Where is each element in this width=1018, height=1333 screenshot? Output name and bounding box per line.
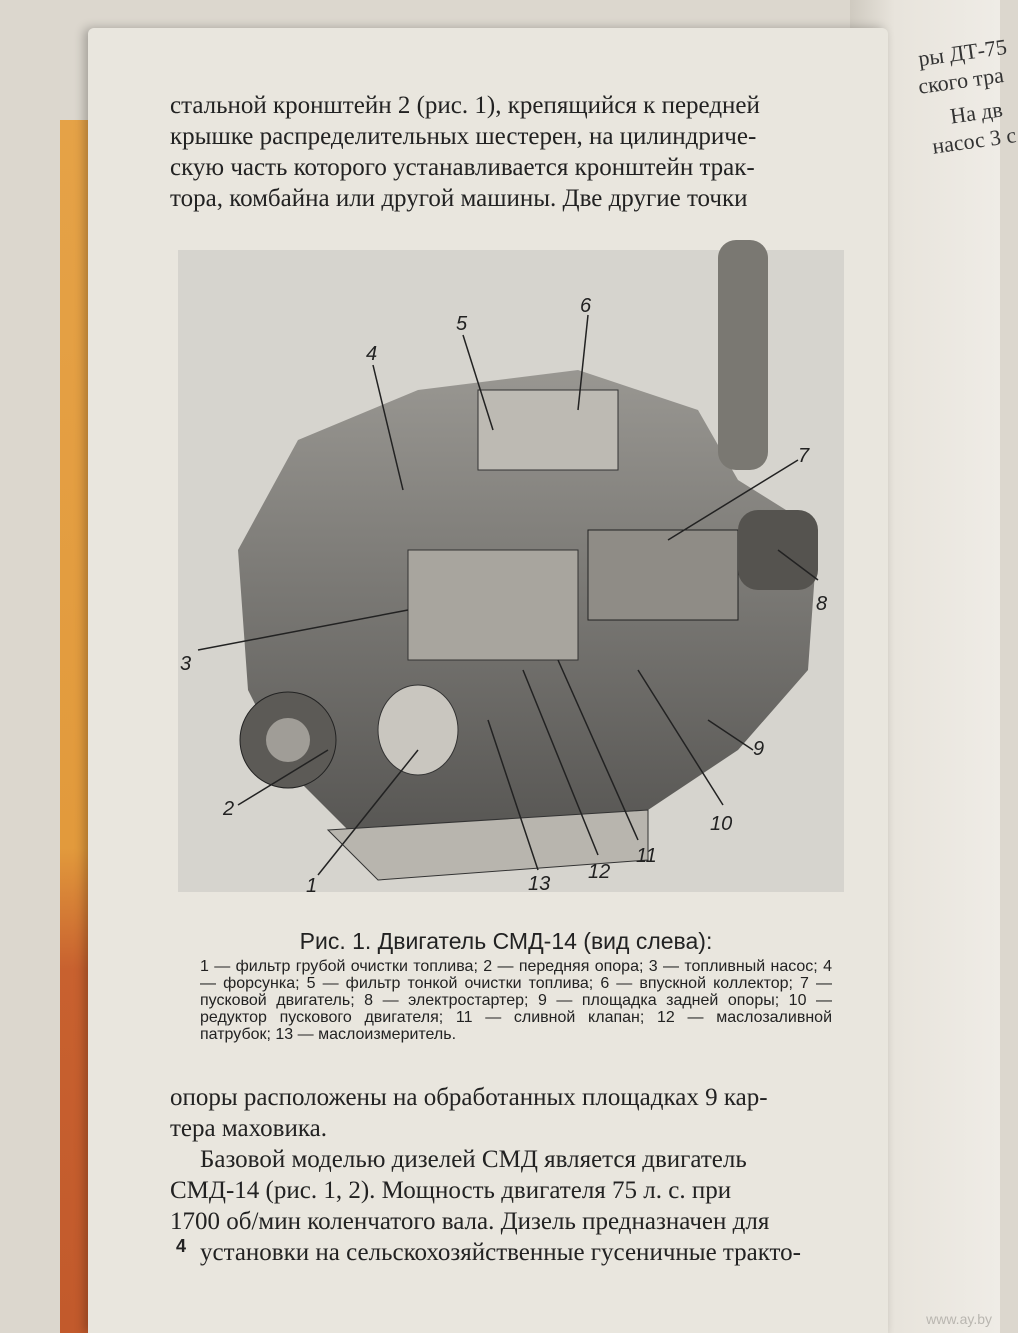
starter-engine-shape: [588, 530, 738, 620]
right-page-text-2: ского тра: [916, 62, 1006, 99]
figure-label-10: 10: [710, 813, 733, 835]
engine-figure: [178, 250, 844, 897]
text-line: Базовой моделью дизелей СМД является двигатель: [200, 1146, 747, 1173]
text-line: стальной кронштейн 2 (рис. 1), крепящийся к передней: [170, 92, 760, 119]
figure-label-1: 1: [306, 875, 318, 897]
figure-caption-title: Рис. 1. Двигатель СМД-14 (вид слева):: [299, 928, 713, 954]
page-number: 4: [176, 1236, 187, 1256]
right-page-text-3: На дв: [948, 96, 1005, 129]
text-line: скую часть которого устанавливается кронштейн трак-: [170, 154, 755, 181]
text-line: крышке распределительных шестерен, на цилиндриче-: [170, 123, 757, 150]
figure-caption-legend: 1 — фильтр грубой очистки топлива; 2 — передняя опора; 3 — топливный насос; 4 — форсунка; 5 — фильтр тонкой очистки топлива; 6 — впускной коллектор; 7 — пусковой двигатель; 8 — электростартер; 9 — площадка задней опоры; 10 — редуктор пускового двигателя; 11 — сливной клапан; 12 — маслозаливной патрубок; 13 — маслоизмеритель.: [200, 958, 832, 1043]
text-line: 1700 об/мин коленчатого вала. Дизель предназначен для: [170, 1208, 770, 1235]
fuel-filter-housing: [478, 390, 618, 470]
figure-label-8: 8: [816, 593, 828, 615]
figure-label-9: 9: [753, 738, 765, 760]
text-line: СМД-14 (рис. 1, 2). Мощность двигателя 75 л. с. при: [170, 1177, 732, 1204]
top-paragraph: [170, 90, 842, 214]
text-line: тера маховика.: [170, 1115, 327, 1142]
text-line: тора, комбайна или другой машины. Две другие точки: [170, 185, 748, 212]
pulley-hub-shape: [266, 718, 310, 762]
text-line: установки на сельскохозяйственные гусеничные тракто-: [200, 1239, 801, 1266]
right-page-text-4: насос 3 с: [930, 122, 1018, 159]
figure-label-12: 12: [588, 861, 611, 883]
engine-illustration: [178, 250, 844, 897]
right-page-text-1: ры ДТ-75: [916, 33, 1009, 72]
air-intake-pipe: [718, 240, 768, 470]
figure-label-11: 11: [636, 845, 657, 867]
figure-label-2: 2: [223, 798, 235, 820]
figure-label-13: 13: [528, 873, 551, 895]
watermark: www.ay.by: [926, 1311, 992, 1327]
figure-label-6: 6: [580, 295, 592, 317]
figure-label-4: 4: [366, 343, 378, 365]
fuel-pump-shape: [408, 550, 578, 660]
figure-label-3: 3: [180, 653, 192, 675]
figure-label-5: 5: [456, 313, 468, 335]
bottom-paragraph: [170, 1082, 842, 1268]
text-line: опоры расположены на обработанных площадках 9 кар-: [170, 1084, 768, 1111]
filter-bowl-shape: [378, 685, 458, 775]
figure-label-7: 7: [798, 445, 810, 467]
